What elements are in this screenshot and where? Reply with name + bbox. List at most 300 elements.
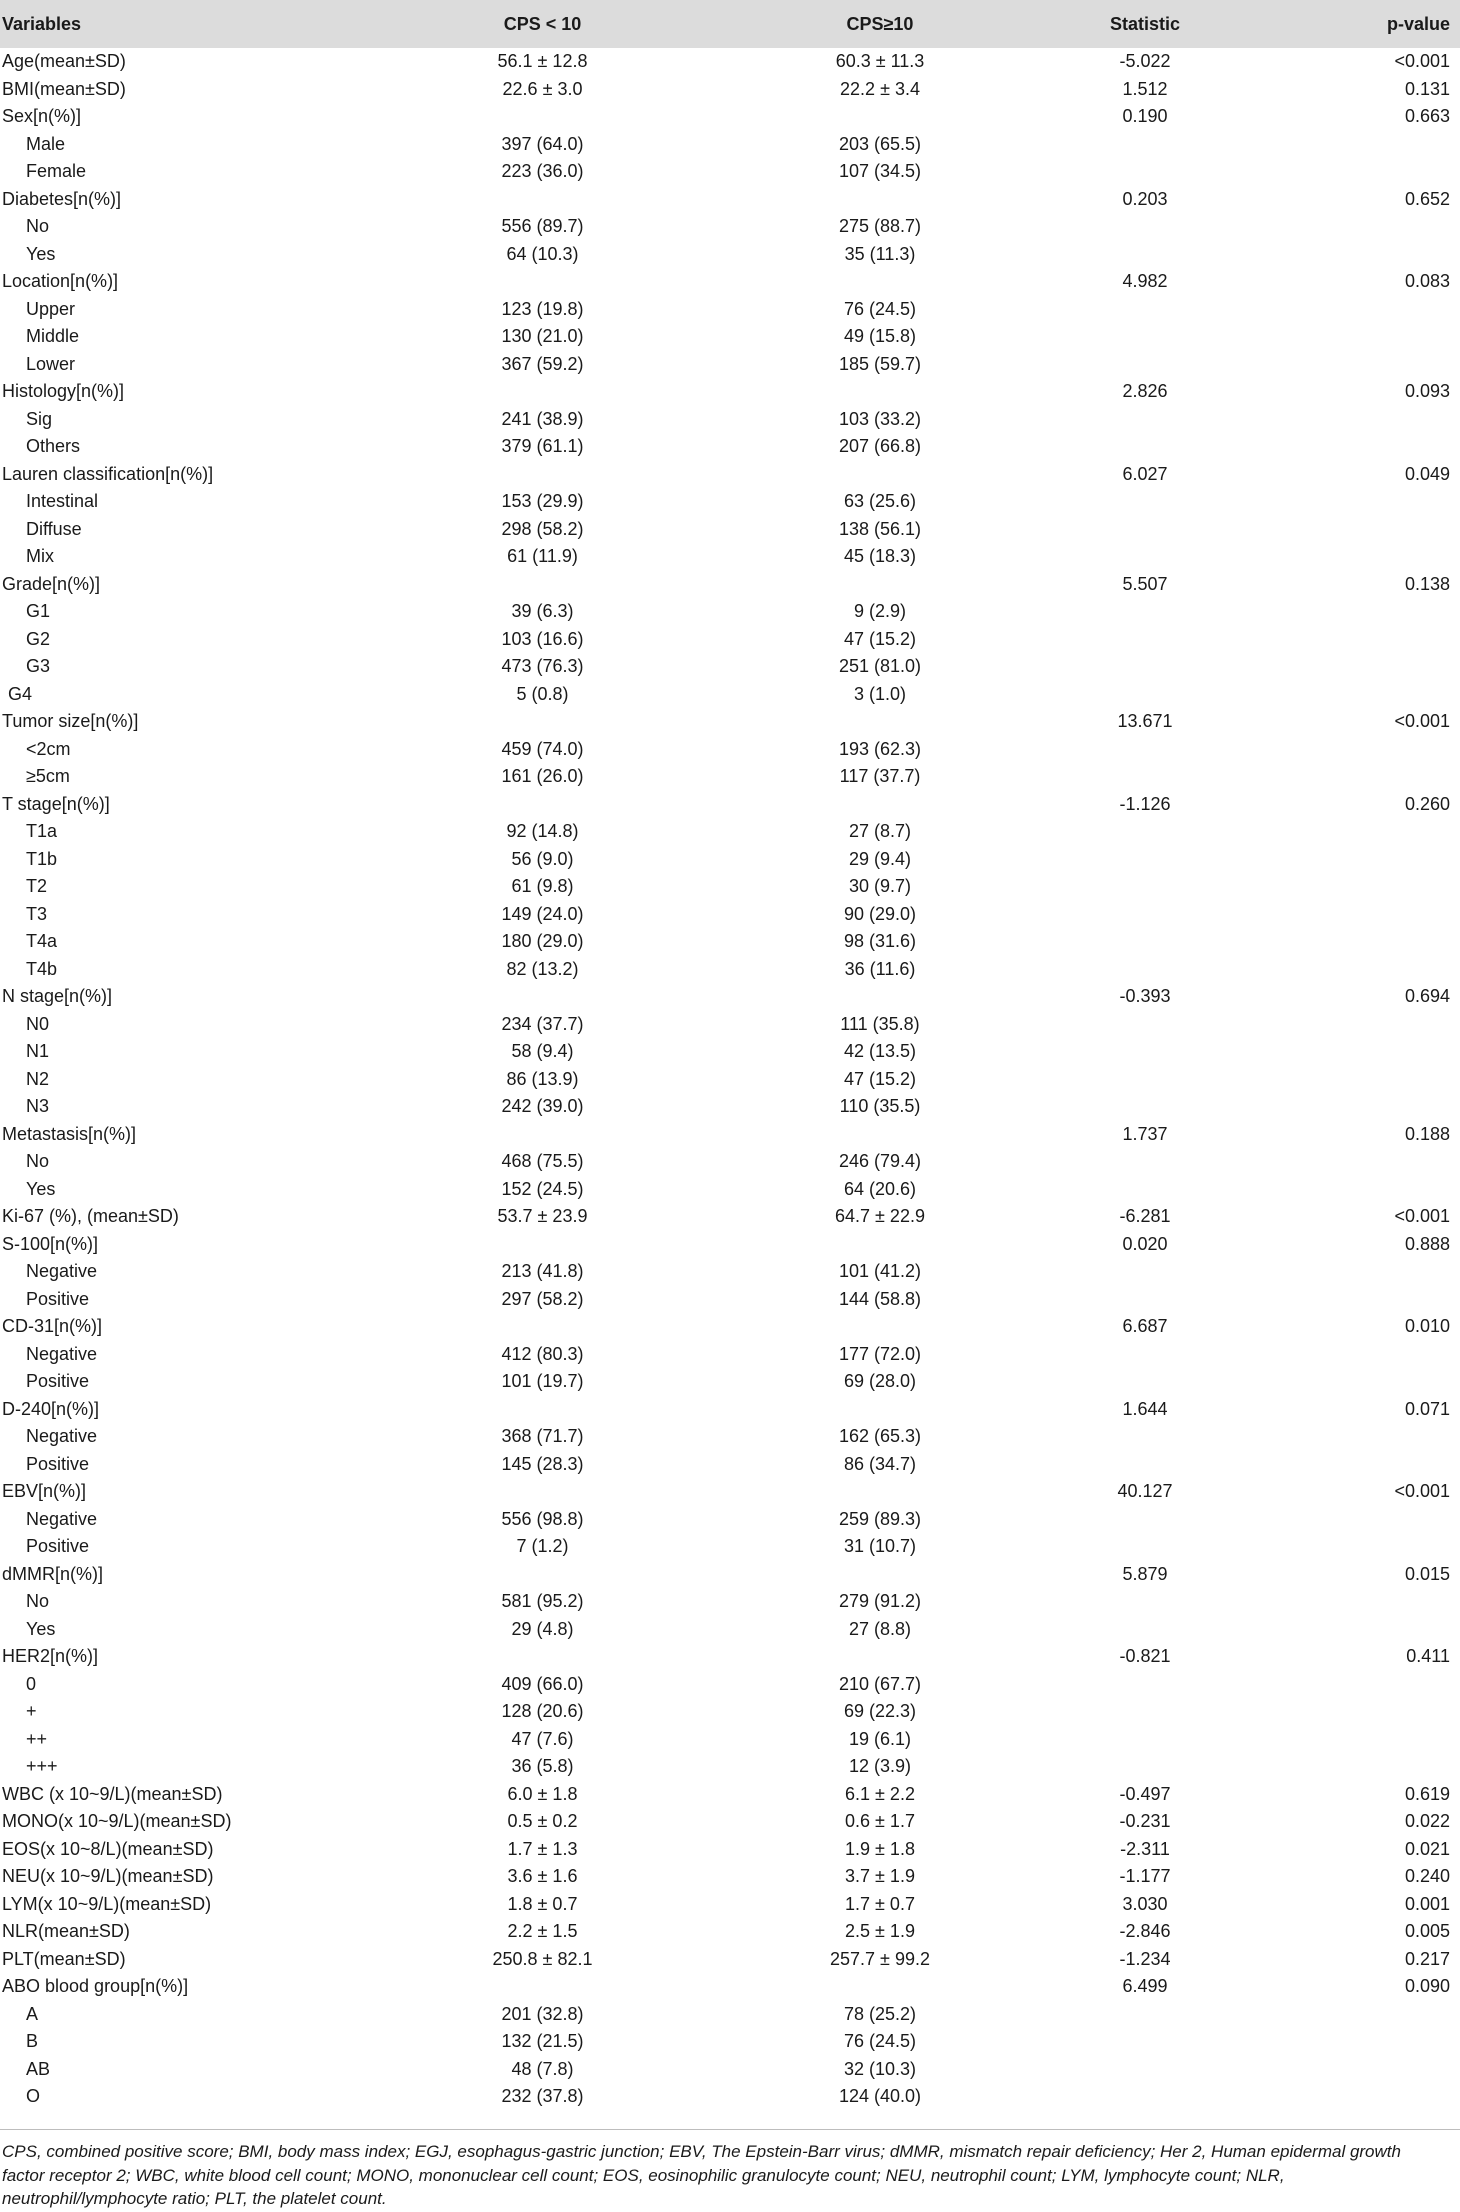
row-label: Sex[n(%)] xyxy=(2,106,82,126)
cell-statistic xyxy=(1050,901,1240,929)
cell-p-value xyxy=(1240,516,1460,544)
cell-p-value xyxy=(1240,846,1460,874)
cell-p-value: 0.240 xyxy=(1404,1866,1450,1886)
cell-statistic: 40.127 xyxy=(1117,1481,1173,1501)
row-label: Diffuse xyxy=(26,518,82,539)
cell-cps-ge10: 60.3 ± 11.3 xyxy=(835,51,925,71)
cell-cps-lt10: 397 (64.0) xyxy=(501,133,584,154)
row-label: T1a xyxy=(26,821,58,841)
row-label: Upper xyxy=(26,298,76,319)
row-label: S-100[n(%)] xyxy=(2,1233,99,1254)
cell-cps-ge10: 3 (1.0) xyxy=(853,683,907,704)
cell-cps-ge10: 177 (72.0) xyxy=(838,1343,922,1364)
cell-cps-ge10: 1.7 ± 0.7 xyxy=(845,1893,915,1914)
cell-cps-ge10 xyxy=(710,103,1050,131)
table-row xyxy=(0,543,1460,571)
cell-cps-lt10: 152 (24.5) xyxy=(501,1178,584,1199)
cell-cps-ge10: 3.7 ± 1.9 xyxy=(845,1866,915,1886)
table-row xyxy=(0,1781,1460,1809)
cell-statistic xyxy=(1050,1726,1240,1754)
cell-cps-lt10: 101 (19.7) xyxy=(501,1371,584,1391)
cell-cps-ge10: 103 (33.2) xyxy=(838,408,922,429)
cell-statistic xyxy=(1050,2056,1240,2084)
row-label: CD-31[n(%)] xyxy=(2,1316,103,1336)
table-row xyxy=(0,873,1460,901)
cell-cps-ge10 xyxy=(710,1478,1050,1506)
table-row xyxy=(0,131,1460,159)
cell-cps-lt10: 556 (98.8) xyxy=(501,1508,584,1529)
cell-p-value xyxy=(1240,736,1460,764)
cell-p-value xyxy=(1240,433,1460,461)
table-row xyxy=(0,1203,1460,1231)
cell-cps-ge10 xyxy=(710,1643,1050,1671)
row-label: Tumor size[n(%)] xyxy=(2,711,139,731)
table-row xyxy=(0,1588,1460,1616)
cell-p-value xyxy=(1240,626,1460,654)
cell-cps-ge10: 27 (8.8) xyxy=(848,1618,912,1639)
cell-p-value xyxy=(1240,323,1460,351)
row-label: N1 xyxy=(26,1041,50,1061)
cell-cps-ge10: 76 (24.5) xyxy=(843,298,917,319)
cell-cps-lt10 xyxy=(375,1643,710,1671)
table-row xyxy=(0,241,1460,269)
cell-cps-lt10: 556 (89.7) xyxy=(501,216,584,236)
cell-p-value xyxy=(1240,1066,1460,1094)
cell-cps-lt10: 412 (80.3) xyxy=(501,1343,584,1364)
cell-cps-ge10: 69 (28.0) xyxy=(843,1371,917,1391)
cell-statistic: 6.499 xyxy=(1122,1976,1168,1996)
cell-cps-lt10 xyxy=(375,1121,710,1149)
cell-statistic xyxy=(1050,1588,1240,1616)
row-label: Lower xyxy=(26,353,76,374)
cell-p-value: 0.663 xyxy=(1404,106,1450,126)
table-row xyxy=(0,928,1460,956)
row-label: dMMR[n(%)] xyxy=(2,1563,104,1584)
cell-p-value xyxy=(1240,681,1460,709)
table-row xyxy=(0,1918,1460,1946)
cell-p-value xyxy=(1240,1451,1460,1479)
row-label: N2 xyxy=(26,1068,50,1089)
table-row xyxy=(0,1011,1460,1039)
row-label: G3 xyxy=(26,656,51,676)
cell-statistic xyxy=(1050,213,1240,241)
cell-cps-ge10: 64.7 ± 22.9 xyxy=(835,1206,925,1226)
cell-cps-ge10: 47 (15.2) xyxy=(843,1068,917,1089)
cell-p-value xyxy=(1240,873,1460,901)
cell-cps-ge10: 6.1 ± 2.2 xyxy=(845,1783,915,1804)
cell-statistic xyxy=(1050,1258,1240,1286)
cell-cps-ge10: 27 (8.7) xyxy=(848,821,912,841)
cell-cps-lt10: 103 (16.6) xyxy=(501,628,584,649)
row-label: Positive xyxy=(26,1371,90,1391)
cell-cps-ge10 xyxy=(710,378,1050,406)
cell-p-value: 0.015 xyxy=(1404,1563,1450,1584)
table-row xyxy=(0,351,1460,379)
cell-cps-lt10 xyxy=(375,268,710,296)
table-row xyxy=(0,76,1460,104)
cell-cps-ge10: 42 (13.5) xyxy=(843,1041,917,1061)
cell-statistic xyxy=(1050,653,1240,681)
row-label: Grade[n(%)] xyxy=(2,573,101,594)
table-row xyxy=(0,1313,1460,1341)
cell-cps-lt10: 82 (13.2) xyxy=(506,958,579,979)
row-label: Yes xyxy=(26,243,56,264)
table-row xyxy=(0,846,1460,874)
cell-cps-lt10: 161 (26.0) xyxy=(501,766,584,786)
row-label: EBV[n(%)] xyxy=(2,1481,87,1501)
table-row xyxy=(0,1643,1460,1671)
cell-statistic xyxy=(1050,1753,1240,1781)
cell-cps-ge10: 47 (15.2) xyxy=(843,628,917,649)
cell-cps-lt10: 130 (21.0) xyxy=(501,326,584,346)
table-row xyxy=(0,1396,1460,1424)
cell-statistic xyxy=(1050,1671,1240,1699)
cell-cps-lt10: 2.2 ± 1.5 xyxy=(507,1921,578,1941)
cell-cps-lt10: 409 (66.0) xyxy=(501,1673,584,1694)
cell-p-value xyxy=(1240,2083,1460,2111)
cell-cps-ge10 xyxy=(710,1973,1050,2001)
cell-cps-ge10: 29 (9.4) xyxy=(848,848,912,869)
row-label: Yes xyxy=(26,1618,56,1639)
cell-cps-ge10: 12 (3.9) xyxy=(848,1756,912,1776)
cell-cps-lt10: 0.5 ± 0.2 xyxy=(507,1811,578,1831)
cell-p-value: 0.131 xyxy=(1404,78,1450,99)
cell-statistic xyxy=(1050,488,1240,516)
cell-cps-lt10 xyxy=(375,378,710,406)
cell-p-value: <0.001 xyxy=(1394,51,1450,71)
cell-p-value xyxy=(1240,763,1460,791)
row-label: T stage[n(%)] xyxy=(2,793,110,814)
cell-p-value xyxy=(1240,598,1460,626)
cell-statistic xyxy=(1050,956,1240,984)
cell-cps-ge10: 257.7 ± 99.2 xyxy=(830,1948,930,1969)
row-label: Location[n(%)] xyxy=(2,271,119,291)
cell-cps-lt10: 47 (7.6) xyxy=(511,1728,574,1749)
row-label: Negative xyxy=(26,1343,98,1364)
row-label: EOS(x 10~8/L)(mean±SD) xyxy=(2,1838,214,1859)
table-row xyxy=(0,1121,1460,1149)
cell-statistic xyxy=(1050,1066,1240,1094)
table-row xyxy=(0,1258,1460,1286)
table-row xyxy=(0,1836,1460,1864)
table-row xyxy=(0,736,1460,764)
table-row xyxy=(0,186,1460,214)
cell-cps-ge10: 64 (20.6) xyxy=(843,1178,917,1199)
cell-statistic xyxy=(1050,1286,1240,1314)
cell-p-value xyxy=(1240,1533,1460,1561)
row-label: G4 xyxy=(8,683,33,704)
cell-cps-lt10: 149 (24.0) xyxy=(501,903,584,924)
cell-p-value: 0.652 xyxy=(1404,188,1450,209)
table-header xyxy=(0,0,1460,48)
cell-p-value xyxy=(1240,213,1460,241)
cell-cps-lt10: 1.7 ± 1.3 xyxy=(507,1838,578,1859)
table-row xyxy=(0,1808,1460,1836)
cell-cps-lt10 xyxy=(375,791,710,819)
cell-statistic: -2.846 xyxy=(1119,1921,1171,1941)
row-label: Female xyxy=(26,161,87,181)
table-row xyxy=(0,48,1460,76)
row-label: N0 xyxy=(26,1013,50,1034)
row-label: LYM(x 10~9/L)(mean±SD) xyxy=(2,1893,212,1914)
cell-statistic: 3.030 xyxy=(1122,1893,1168,1914)
cell-cps-ge10 xyxy=(710,983,1050,1011)
cell-statistic: -5.022 xyxy=(1119,51,1171,71)
cell-p-value xyxy=(1240,1176,1460,1204)
row-label: B xyxy=(26,2031,39,2051)
cell-statistic: 0.190 xyxy=(1122,106,1168,126)
row-label: T4b xyxy=(26,958,58,979)
cell-p-value xyxy=(1240,1616,1460,1644)
table-row xyxy=(0,2028,1460,2056)
cell-cps-lt10: 473 (76.3) xyxy=(501,656,584,676)
cell-cps-ge10 xyxy=(710,1561,1050,1589)
cell-statistic xyxy=(1050,1176,1240,1204)
cell-cps-lt10: 581 (95.2) xyxy=(501,1591,584,1611)
cell-cps-lt10: 1.8 ± 0.7 xyxy=(507,1893,578,1914)
cell-statistic: -1.234 xyxy=(1119,1948,1171,1969)
table-row xyxy=(0,2083,1460,2111)
cell-cps-lt10: 298 (58.2) xyxy=(501,518,584,539)
cell-p-value: 0.083 xyxy=(1404,271,1450,291)
cell-statistic xyxy=(1050,351,1240,379)
cell-cps-lt10 xyxy=(375,1313,710,1341)
row-label: Yes xyxy=(26,1178,56,1199)
row-label: O xyxy=(26,2086,41,2106)
cell-p-value: 0.619 xyxy=(1404,1783,1450,1804)
cell-cps-ge10: 32 (10.3) xyxy=(843,2058,917,2079)
cell-p-value: <0.001 xyxy=(1394,1481,1450,1501)
cell-cps-ge10: 2.5 ± 1.9 xyxy=(845,1921,915,1941)
cell-cps-ge10: 259 (89.3) xyxy=(838,1508,922,1529)
cell-p-value: 0.694 xyxy=(1404,986,1450,1006)
cell-p-value xyxy=(1240,543,1460,571)
cell-cps-lt10: 128 (20.6) xyxy=(501,1701,584,1721)
header-cps-ge10: CPS≥10 xyxy=(846,13,914,34)
cell-statistic xyxy=(1050,543,1240,571)
cell-p-value xyxy=(1240,1588,1460,1616)
cell-cps-ge10: 246 (79.4) xyxy=(838,1151,922,1171)
row-label: HER2[n(%)] xyxy=(2,1646,99,1666)
cell-statistic: -0.821 xyxy=(1119,1646,1171,1666)
cell-statistic: -0.393 xyxy=(1119,986,1171,1006)
cell-p-value xyxy=(1240,158,1460,186)
cell-p-value xyxy=(1240,1753,1460,1781)
cell-p-value xyxy=(1240,1093,1460,1121)
cell-statistic xyxy=(1050,406,1240,434)
row-label: Middle xyxy=(26,326,80,346)
row-label: 0 xyxy=(26,1673,37,1694)
row-label: G2 xyxy=(26,628,51,649)
cell-statistic xyxy=(1050,1368,1240,1396)
row-label: Others xyxy=(26,436,81,456)
cell-cps-ge10: 275 (88.7) xyxy=(838,216,922,236)
cell-cps-lt10: 368 (71.7) xyxy=(501,1426,584,1446)
row-label: T3 xyxy=(26,903,48,924)
table-row xyxy=(0,516,1460,544)
cell-statistic: -6.281 xyxy=(1119,1206,1171,1226)
cell-cps-lt10: 180 (29.0) xyxy=(501,931,584,951)
cell-statistic xyxy=(1050,2001,1240,2029)
row-label: N3 xyxy=(26,1096,50,1116)
cell-cps-ge10: 111 (35.8) xyxy=(840,1013,920,1034)
table-row xyxy=(0,653,1460,681)
cell-cps-ge10: 31 (10.7) xyxy=(843,1536,917,1556)
cell-p-value: 0.071 xyxy=(1404,1398,1450,1419)
row-label: WBC (x 10~9/L)(mean±SD) xyxy=(2,1783,223,1804)
cell-cps-ge10: 30 (9.7) xyxy=(848,876,912,896)
table-row xyxy=(0,1423,1460,1451)
cell-cps-ge10: 9 (2.9) xyxy=(853,601,907,621)
cell-p-value xyxy=(1240,131,1460,159)
cell-statistic xyxy=(1050,2028,1240,2056)
cell-cps-lt10: 48 (7.8) xyxy=(511,2058,574,2079)
cell-cps-lt10: 234 (37.7) xyxy=(501,1013,584,1034)
cell-cps-ge10 xyxy=(710,571,1050,599)
cell-cps-lt10: 29 (4.8) xyxy=(511,1618,574,1639)
cell-statistic xyxy=(1050,928,1240,956)
cell-statistic xyxy=(1050,763,1240,791)
cell-cps-ge10: 144 (58.8) xyxy=(838,1288,922,1309)
cell-cps-lt10: 58 (9.4) xyxy=(511,1041,574,1061)
row-label: Sig xyxy=(26,408,53,429)
cell-cps-ge10: 98 (31.6) xyxy=(843,931,917,951)
table-row xyxy=(0,296,1460,324)
table-row xyxy=(0,598,1460,626)
row-label: Ki-67 (%), (mean±SD) xyxy=(2,1206,179,1226)
row-label: G1 xyxy=(26,601,51,621)
cell-cps-lt10: 242 (39.0) xyxy=(501,1096,584,1116)
table-row xyxy=(0,1698,1460,1726)
row-label: No xyxy=(26,216,50,236)
cell-statistic: 0.203 xyxy=(1122,188,1168,209)
cell-p-value xyxy=(1240,1506,1460,1534)
cell-cps-ge10: 101 (41.2) xyxy=(838,1261,922,1281)
cell-cps-lt10 xyxy=(375,1973,710,2001)
cell-statistic xyxy=(1050,296,1240,324)
cell-p-value: 0.049 xyxy=(1404,463,1450,484)
cell-cps-lt10: 6.0 ± 1.8 xyxy=(507,1783,578,1804)
row-label: Positive xyxy=(26,1288,90,1309)
cell-p-value xyxy=(1240,928,1460,956)
cell-cps-lt10 xyxy=(375,1231,710,1259)
cell-statistic xyxy=(1050,818,1240,846)
cell-cps-lt10: 61 (11.9) xyxy=(507,546,578,566)
cell-statistic xyxy=(1050,626,1240,654)
cell-statistic xyxy=(1050,598,1240,626)
cell-cps-lt10: 379 (61.1) xyxy=(501,436,584,456)
cell-p-value xyxy=(1240,901,1460,929)
header-cps-lt10: CPS < 10 xyxy=(503,13,582,34)
cell-p-value: 0.411 xyxy=(1406,1646,1450,1666)
cell-cps-ge10: 1.9 ± 1.8 xyxy=(845,1838,915,1859)
cell-p-value xyxy=(1240,241,1460,269)
cell-p-value: 0.005 xyxy=(1404,1921,1450,1941)
row-label: Intestinal xyxy=(26,491,99,511)
cell-cps-lt10 xyxy=(375,1396,710,1424)
cell-cps-lt10 xyxy=(375,1478,710,1506)
table-row xyxy=(0,433,1460,461)
table-row xyxy=(0,1616,1460,1644)
cell-cps-ge10 xyxy=(710,1121,1050,1149)
cell-p-value xyxy=(1240,1423,1460,1451)
cell-cps-lt10: 123 (19.8) xyxy=(501,298,584,319)
cell-cps-ge10: 251 (81.0) xyxy=(838,656,922,676)
cell-statistic xyxy=(1050,433,1240,461)
cell-p-value xyxy=(1240,1286,1460,1314)
row-label: <2cm xyxy=(26,738,71,759)
cell-cps-ge10: 78 (25.2) xyxy=(843,2003,917,2024)
cell-cps-lt10: 145 (28.3) xyxy=(501,1453,584,1474)
cell-p-value: 0.138 xyxy=(1404,573,1450,594)
table-row xyxy=(0,1451,1460,1479)
cell-cps-ge10: 76 (24.5) xyxy=(843,2031,917,2051)
row-label: NLR(mean±SD) xyxy=(2,1921,130,1941)
cell-cps-lt10: 56.1 ± 12.8 xyxy=(497,51,588,71)
cell-cps-ge10: 203 (65.5) xyxy=(838,133,922,154)
row-label: Metastasis[n(%)] xyxy=(2,1123,137,1144)
cell-statistic xyxy=(1050,1506,1240,1534)
row-label: D-240[n(%)] xyxy=(2,1398,100,1419)
cell-statistic: 6.027 xyxy=(1122,463,1168,484)
row-label: ≥5cm xyxy=(26,766,70,786)
cell-p-value xyxy=(1240,296,1460,324)
cell-statistic xyxy=(1050,1698,1240,1726)
cell-p-value: 0.090 xyxy=(1404,1976,1450,1996)
table-body xyxy=(0,48,1460,2111)
table-row xyxy=(0,1478,1460,1506)
row-label: BMI(mean±SD) xyxy=(2,78,126,99)
row-label: No xyxy=(26,1591,50,1611)
cell-cps-ge10: 49 (15.8) xyxy=(843,326,917,346)
table-row xyxy=(0,626,1460,654)
cell-p-value: 0.001 xyxy=(1404,1893,1450,1914)
cell-cps-lt10: 56 (9.0) xyxy=(511,848,574,869)
cell-statistic xyxy=(1050,1341,1240,1369)
cell-statistic xyxy=(1050,846,1240,874)
row-label: Negative xyxy=(26,1426,98,1446)
cell-statistic xyxy=(1050,323,1240,351)
cell-statistic: -1.126 xyxy=(1119,793,1171,814)
cell-statistic xyxy=(1050,516,1240,544)
cell-cps-lt10 xyxy=(375,461,710,489)
cell-cps-lt10: 250.8 ± 82.1 xyxy=(492,1948,593,1969)
cell-statistic xyxy=(1050,681,1240,709)
table-row xyxy=(0,461,1460,489)
cell-p-value xyxy=(1240,653,1460,681)
cell-cps-ge10: 210 (67.7) xyxy=(838,1673,922,1694)
table-row xyxy=(0,1148,1460,1176)
cell-statistic: 1.737 xyxy=(1122,1123,1168,1144)
table-row xyxy=(0,2056,1460,2084)
cell-cps-lt10: 153 (29.9) xyxy=(501,491,584,511)
table-row xyxy=(0,1231,1460,1259)
cell-p-value: <0.001 xyxy=(1394,711,1450,731)
table-row xyxy=(0,1973,1460,2001)
cell-cps-ge10 xyxy=(710,1396,1050,1424)
cell-cps-lt10 xyxy=(375,1561,710,1589)
cell-cps-lt10: 241 (38.9) xyxy=(501,408,584,429)
cell-statistic: -0.497 xyxy=(1119,1783,1171,1804)
cell-statistic xyxy=(1050,241,1240,269)
cell-statistic xyxy=(1050,1423,1240,1451)
cell-statistic: 5.507 xyxy=(1122,573,1168,594)
table-row xyxy=(0,1286,1460,1314)
cell-statistic xyxy=(1050,1011,1240,1039)
cell-cps-lt10 xyxy=(375,571,710,599)
cell-cps-ge10: 63 (25.6) xyxy=(843,491,917,511)
table-row xyxy=(0,1726,1460,1754)
